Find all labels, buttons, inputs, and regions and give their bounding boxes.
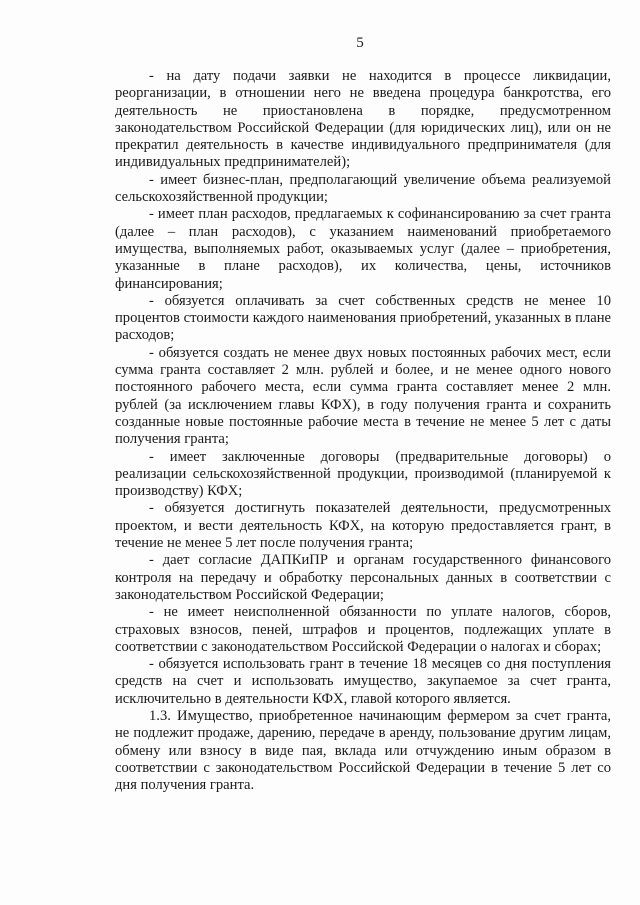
paragraph-liquidation-status: - на дату подачи заявки не находится в процессе ликвидации, реорганизации, в отношении него не введена процедура банкротства, его деятельность не приостановлена в порядке, предусмотренном законодательством Российской Федерации (для юридических лиц), или он не прекратил деятельность в качестве индивидуального предпринимателя (для индивидуальных предпринимателей); [115,68,611,171]
paragraph-jobs: - обязуется создать не менее двух новых постоянных рабочих мест, если сумма гранта составляет 2 млн. рублей и более, и не менее одного нового постоянного рабочего места, если сумма гранта составляет менее 2 млн. рублей (за исключением главы КФХ), в году получения гранта и сохранить созданные новые постоянные рабочие места в течение не менее 5 лет с даты получения гранта; [115,344,611,448]
paragraph-indicators: - обязуется достигнуть показателей деятельности, предусмотренных проектом, и вести деятельность КФХ, на которую предоставляется грант, в течение не менее 5 лет после получения гранта; [115,500,611,552]
paragraph-taxes: - не имеет неисполненной обязанности по уплате налогов, сборов, страховых взносов, пеней, штрафов и процентов, подлежащих уплате в соответствии с законодательством Российской Федерации о налогах и сборах; [115,604,611,655]
document-body [115,68,611,794]
paragraph-expense-plan: - имеет план расходов, предлагаемых к софинансированию за счет гранта (далее – план расходов), с указанием наименований приобретаемого имущества, выполняемых работ, оказываемых услуг (далее – приобретения, указанные в плане расходов), их количества, цены, источников финансирования; [115,206,611,292]
paragraph-own-funds: - обязуется оплачивать за счет собственных средств не менее 10 процентов стоимости каждого наименования приобретений, указанных в плане расходов; [115,292,611,344]
paragraph-grant-use: - обязуется использовать грант в течение 18 месяцев со дня поступления средств на счет и использовать имущество, закупаемое за счет гранта, исключительно в деятельности КФХ, главой которого является. [115,656,611,707]
paragraph-business-plan: - имеет бизнес-план, предполагающий увеличение объема реализуемой сельскохозяйственной продукции; [115,171,611,206]
page-number: 5 [356,35,364,51]
paragraph-contracts: - имеет заключенные договоры (предварительные договоры) о реализации сельскохозяйственной продукции, производимой (планируемой к производству) КФХ; [115,448,611,500]
paragraph-consent: - дает согласие ДАПКиПР и органам государственного финансового контроля на передачу и обработку персональных данных в соответствии с законодательством Российской Федерации; [115,552,611,603]
paragraph-section-1-3: 1.3. Имущество, приобретенное начинающим фермером за счет гранта, не подлежит продаже, дарению, передаче в аренду, пользование другим лицам, обмену или взносу в виде пая, вклада или отчуждению иным образом в соответствии с законодательством Российской Федерации в течение 5 лет со дня получения гранта. [115,707,611,794]
